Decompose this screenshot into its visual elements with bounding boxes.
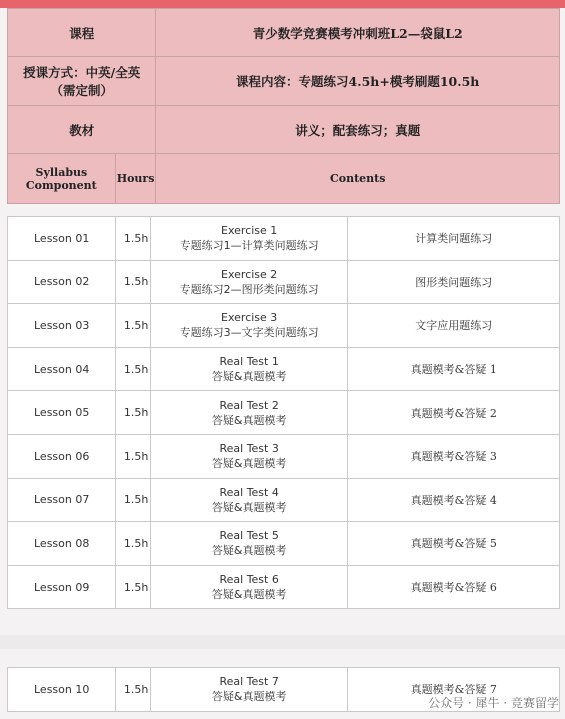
- hours-cell: 1.5h: [115, 668, 150, 712]
- table-row: [8, 478, 560, 522]
- title-zh: 专题练习3—文字类问题练习: [179, 326, 319, 340]
- hours-cell: 1.5h: [115, 347, 150, 391]
- title-cell: [150, 217, 348, 261]
- lessons-table: [7, 216, 560, 609]
- detail-cell: 真题模考&答疑 2: [348, 391, 560, 435]
- hours-cell: 1.5h: [115, 522, 150, 566]
- lesson-cell: Lesson 03: [8, 304, 116, 348]
- table-row: [8, 347, 560, 391]
- table-row: [8, 434, 560, 478]
- title-cell: [150, 347, 348, 391]
- page-break: [0, 635, 565, 649]
- material-label: 教材: [8, 106, 156, 154]
- detail-cell: 真题模考&答疑 1: [348, 347, 560, 391]
- detail-cell: 真题模考&答疑 7: [348, 668, 560, 712]
- title-zh: 专题练习2—图形类问题练习: [179, 282, 319, 296]
- title-cell: [150, 260, 348, 304]
- col-header-component: Syllabus Component: [8, 154, 116, 204]
- title-cell: [150, 391, 348, 435]
- course-header-table: [7, 8, 560, 204]
- detail-cell: 计算类问题练习: [348, 217, 560, 261]
- table-row: [8, 522, 560, 566]
- title-en: Real Test 5: [219, 529, 279, 543]
- lesson-cell: Lesson 05: [8, 391, 116, 435]
- hours-cell: 1.5h: [115, 391, 150, 435]
- lesson-cell: Lesson 09: [8, 565, 116, 609]
- title-zh: 专题练习1—计算类问题练习: [179, 239, 319, 253]
- title-en: Exercise 3: [221, 311, 278, 325]
- title-zh: 答疑&真题模考: [211, 413, 287, 427]
- title-zh: 答疑&真题模考: [211, 500, 287, 514]
- title-zh: 答疑&真题模考: [211, 588, 287, 602]
- hours-cell: 1.5h: [115, 434, 150, 478]
- content-value: 课程内容：专题练习4.5h+模考刷题10.5h: [156, 57, 560, 106]
- course-value: 青少数学竞赛模考冲刺班L2—袋鼠L2: [156, 9, 560, 57]
- hours-cell: 1.5h: [115, 260, 150, 304]
- title-en: Exercise 2: [221, 267, 278, 281]
- col-header-hours: Hours: [115, 154, 156, 204]
- title-en: Real Test 7: [219, 675, 279, 689]
- detail-cell: 真题模考&答疑 6: [348, 565, 560, 609]
- title-zh: 答疑&真题模考: [211, 690, 287, 704]
- lesson-cell: Lesson 01: [8, 217, 116, 261]
- col-header-contents: Contents: [156, 154, 560, 204]
- top-accent-bar: [0, 0, 565, 8]
- mode-label: 授课方式：中英/全英（需定制）: [8, 57, 156, 106]
- wechat-watermark: 公众号 · 犀牛 · 竞赛留学: [428, 696, 559, 710]
- title-cell: [150, 478, 348, 522]
- detail-cell: 真题模考&答疑 4: [348, 478, 560, 522]
- title-cell: [150, 565, 348, 609]
- lesson-cell: Lesson 08: [8, 522, 116, 566]
- hours-cell: 1.5h: [115, 478, 150, 522]
- lesson-cell: Lesson 06: [8, 434, 116, 478]
- title-cell: [150, 522, 348, 566]
- detail-cell: 图形类问题练习: [348, 260, 560, 304]
- material-value: 讲义；配套练习；真题: [156, 106, 560, 154]
- title-zh: 答疑&真题模考: [211, 544, 287, 558]
- title-cell: [150, 434, 348, 478]
- hours-cell: 1.5h: [115, 304, 150, 348]
- title-zh: 答疑&真题模考: [211, 370, 287, 384]
- title-zh: 答疑&真题模考: [211, 457, 287, 471]
- lesson-cell: Lesson 10: [8, 668, 116, 712]
- title-cell: [150, 304, 348, 348]
- table-row: [8, 565, 560, 609]
- title-cell: [150, 668, 348, 712]
- lesson-cell: Lesson 04: [8, 347, 116, 391]
- table-row: [8, 217, 560, 261]
- title-en: Real Test 6: [219, 573, 279, 587]
- lesson-cell: Lesson 07: [8, 478, 116, 522]
- title-en: Real Test 3: [219, 442, 279, 456]
- lesson-cell: Lesson 02: [8, 260, 116, 304]
- title-en: Real Test 2: [219, 398, 279, 412]
- hours-cell: 1.5h: [115, 217, 150, 261]
- detail-cell: 文字应用题练习: [348, 304, 560, 348]
- table-row: [8, 391, 560, 435]
- detail-cell: 真题模考&答疑 3: [348, 434, 560, 478]
- course-label: 课程: [8, 9, 156, 57]
- hours-cell: 1.5h: [115, 565, 150, 609]
- title-en: Exercise 1: [221, 224, 278, 238]
- title-en: Real Test 4: [219, 485, 279, 499]
- table-row: [8, 304, 560, 348]
- title-en: Real Test 1: [219, 355, 279, 369]
- detail-cell: 真题模考&答疑 5: [348, 522, 560, 566]
- table-row: [8, 260, 560, 304]
